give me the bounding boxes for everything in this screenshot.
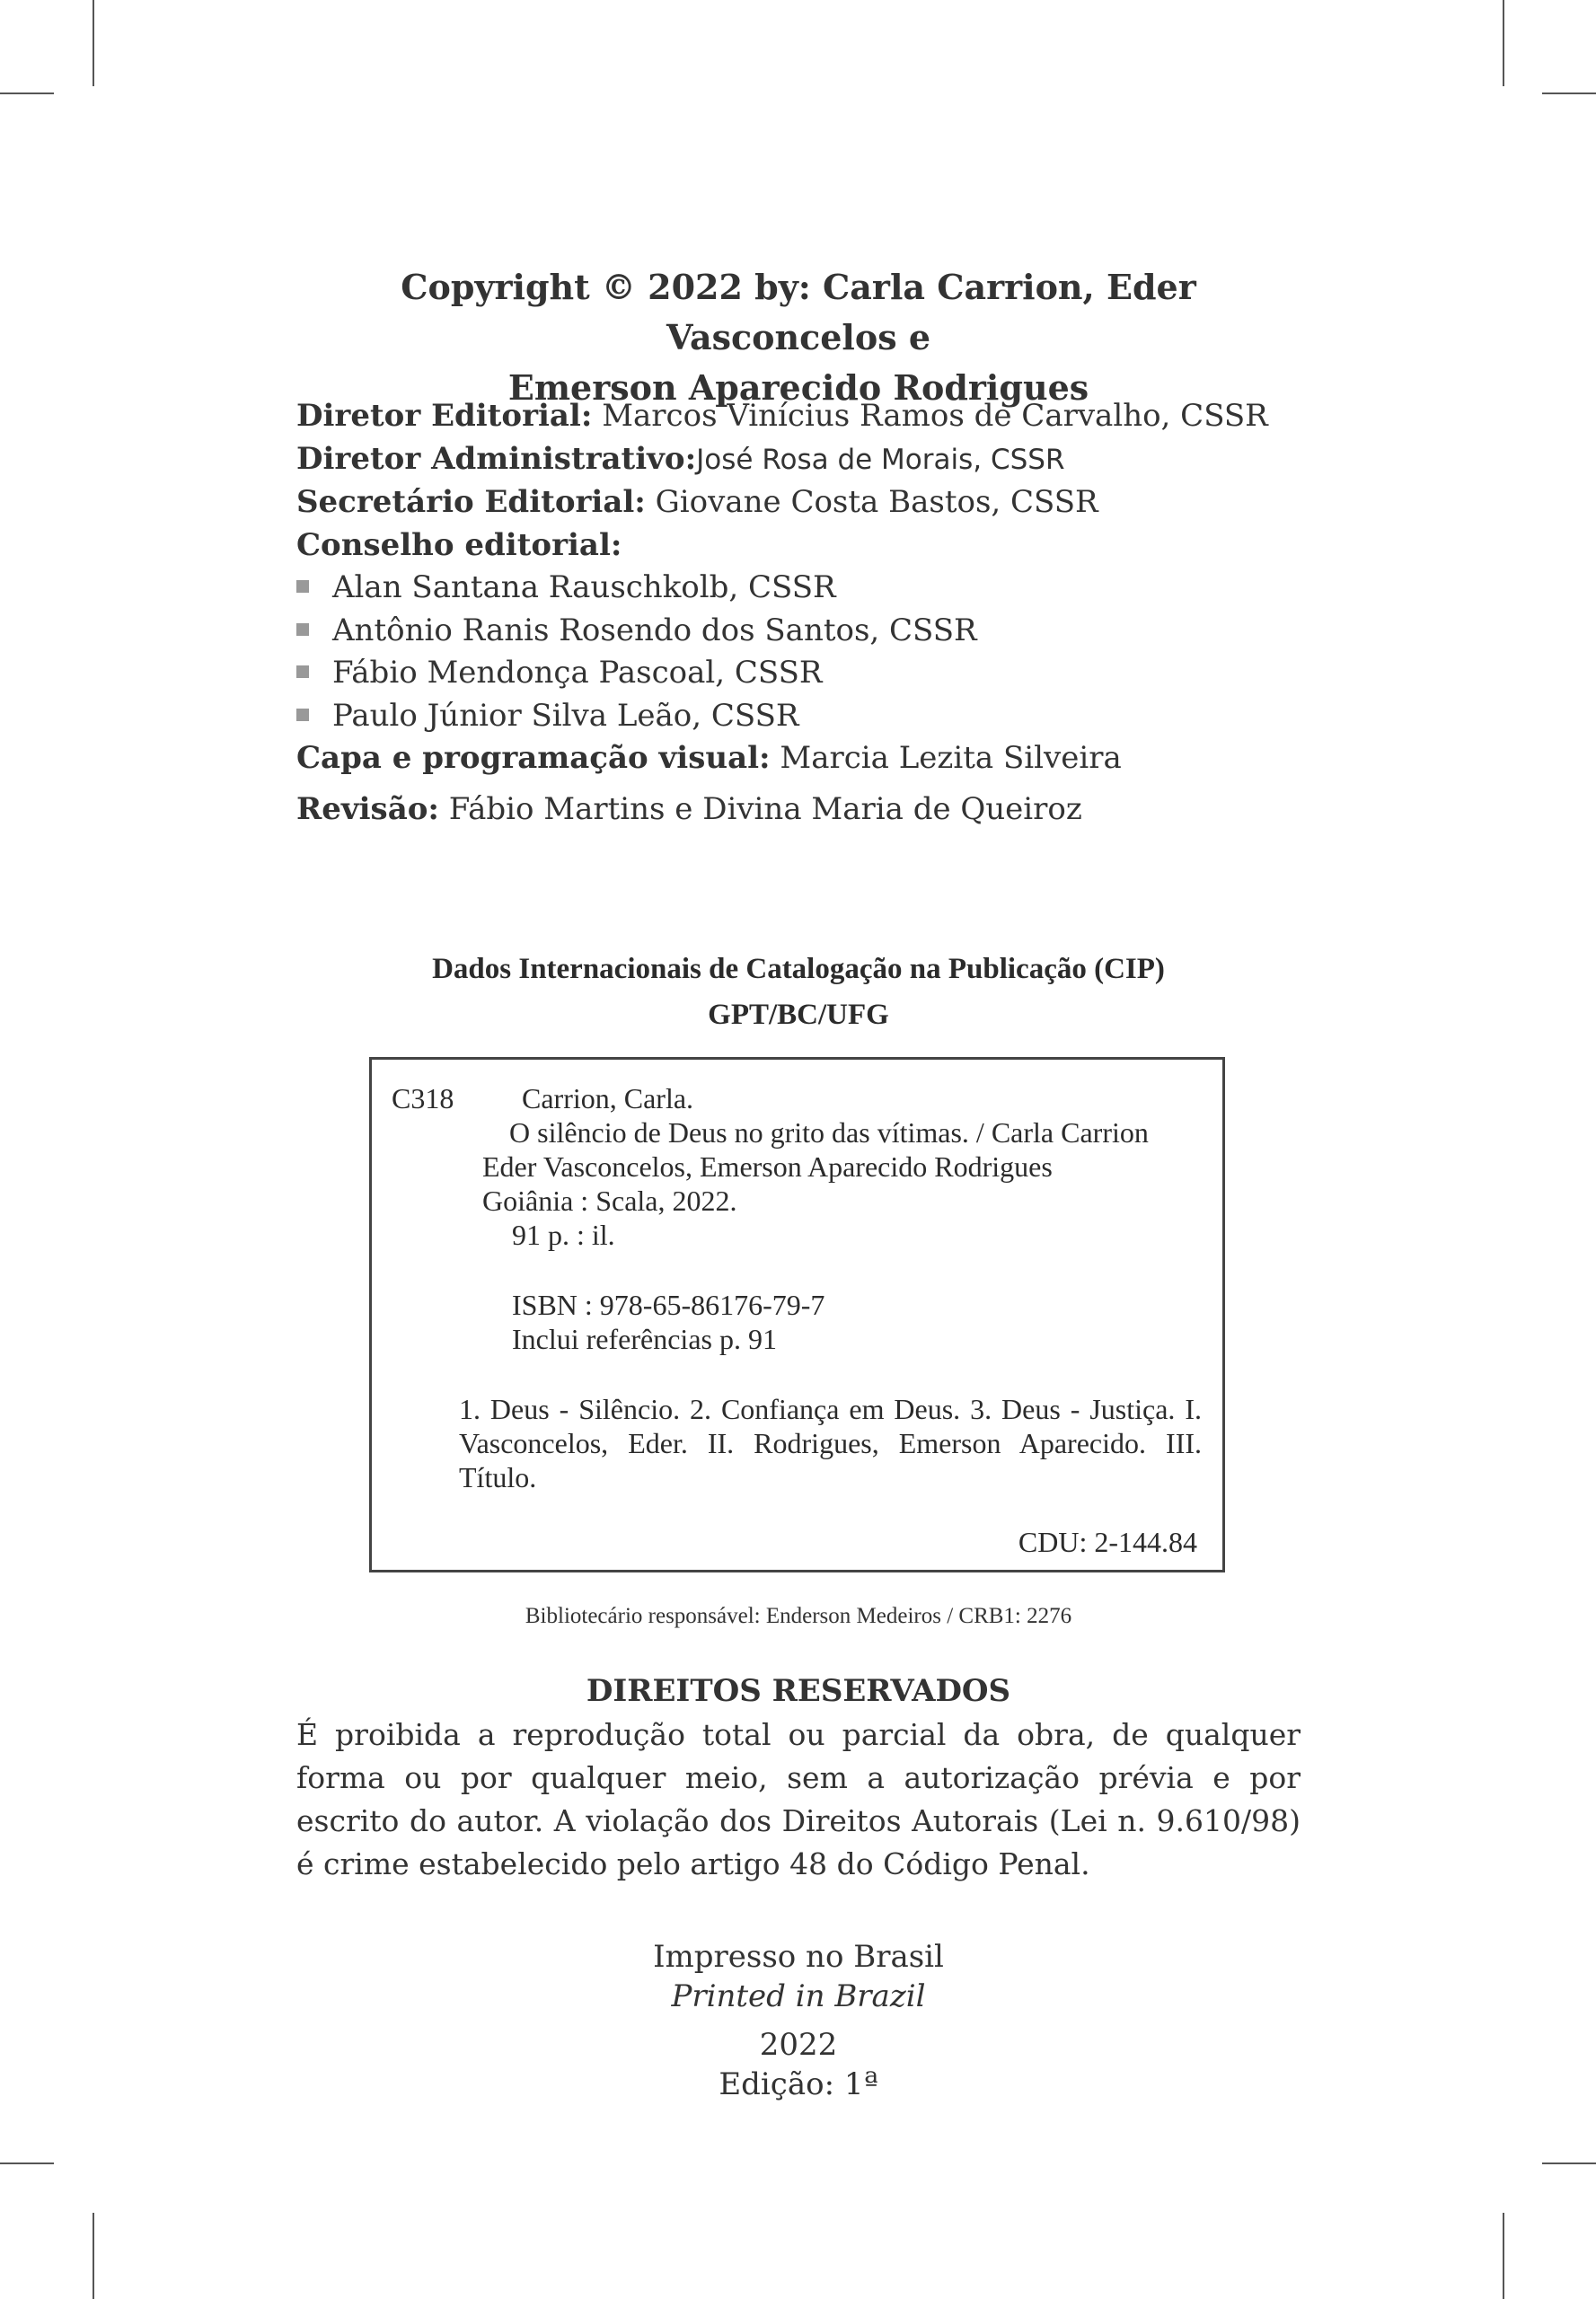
square-bullet-icon [296, 623, 309, 636]
cip-call-number: C318 [392, 1082, 454, 1114]
cip-pages: 91 p. : il. [512, 1219, 615, 1251]
credits-block [296, 395, 1329, 831]
credit-capa [296, 737, 1329, 780]
conselho-member [296, 610, 1329, 653]
cip-imprint: Goiânia : Scala, 2022. [482, 1185, 737, 1217]
credit-value: Marcos Vinícius Ramos de Carvalho, CSSR [602, 398, 1268, 434]
credit-secretario-editorial [296, 481, 1329, 524]
cip-authors: Eder Vasconcelos, Emerson Aparecido Rodrigues [482, 1150, 1053, 1183]
cip-title: O silêncio de Deus no grito das vítimas. / Carla Carrion [509, 1116, 1149, 1149]
crop-mark [0, 92, 54, 94]
credit-value: José Rosa de Morais, CSSR [696, 443, 1065, 476]
cip-heading-line-2: GPT/BC/UFG [708, 999, 889, 1031]
credit-label: Diretor Administrativo: [296, 440, 697, 477]
credit-label: Diretor Editorial: [296, 398, 593, 434]
credit-label: Revisão: [296, 790, 439, 827]
publication-year: 2022 [759, 2027, 838, 2063]
cip-catalog-card [369, 1057, 1225, 1572]
crop-mark [1542, 2162, 1596, 2164]
cip-references: Inclui referências p. 91 [512, 1323, 777, 1355]
cip-author: Carrion, Carla. [522, 1082, 694, 1114]
member-name: Fábio Mendonça Pascoal, CSSR [332, 655, 823, 691]
crop-mark [93, 2213, 94, 2299]
crop-mark [1503, 0, 1504, 86]
credit-diretor-editorial [296, 395, 1329, 438]
credit-label: Conselho editorial: [296, 526, 622, 563]
rights-title: DIREITOS RESERVADOS [586, 1673, 1011, 1709]
crop-mark [1503, 2213, 1504, 2299]
edition: Edição: 1ª [719, 2066, 878, 2102]
credit-value: Giovane Costa Bastos, CSSR [655, 484, 1098, 520]
member-name: Paulo Júnior Silva Leão, CSSR [332, 697, 799, 734]
crop-mark [93, 0, 94, 86]
copyright-notice [296, 262, 1301, 413]
printed-in-pt: Impresso no Brasil [653, 1939, 944, 1975]
cip-cdu: CDU: 2-144.84 [1018, 1526, 1197, 1558]
crop-mark [0, 2162, 54, 2164]
librarian-credit: Bibliotecário responsável: Enderson Medeiros / CRB1: 2276 [525, 1604, 1072, 1628]
member-name: Alan Santana Rauschkolb, CSSR [332, 569, 836, 605]
credit-label: Capa e programação visual: [296, 740, 771, 776]
crop-mark [1542, 92, 1596, 94]
credit-label: Secretário Editorial: [296, 484, 646, 520]
conselho-member [296, 695, 1329, 738]
credit-conselho-editorial [296, 524, 1329, 568]
square-bullet-icon [296, 580, 309, 593]
cip-heading-line-1: Dados Internacionais de Catalogação na Publicação (CIP) [432, 953, 1165, 985]
conselho-member [296, 567, 1329, 610]
credit-diretor-administrativo [296, 438, 1329, 482]
cip-isbn: ISBN : 978-65-86176-79-7 [512, 1289, 825, 1321]
copyright-line-2: Emerson Aparecido Rodrigues [507, 367, 1089, 408]
credit-value: Marcia Lezita Silveira [780, 740, 1122, 776]
cip-heading [296, 947, 1301, 1038]
square-bullet-icon [296, 665, 309, 678]
credit-revisao [296, 788, 1329, 832]
member-name: Antônio Ranis Rosendo dos Santos, CSSR [332, 612, 977, 648]
imprint-block [296, 1937, 1301, 2104]
rights-text: É proibida a reprodução total ou parcial da obra, de qualquer forma ou por qualquer meio, sem a autorização prévia e por escrito do autor. A violação dos Direitos Autorais (Lei n. 9.610/98) é crime estabelecido pelo artigo 48 do Código Penal. [296, 1717, 1301, 1881]
credit-value: Fábio Martins e Divina Maria de Queiroz [448, 790, 1082, 827]
copyright-line-1: Copyright © 2022 by: Carla Carrion, Eder Vasconcelos e [401, 267, 1196, 357]
printed-in-en: Printed in Brazil [671, 1978, 926, 2014]
square-bullet-icon [296, 709, 309, 721]
conselho-member [296, 652, 1329, 695]
cip-subjects: 1. Deus - Silêncio. 2. Confiança em Deus. 3. Deus - Justiça. I. Vasconcelos, Eder. II. Rodrigues, Emerson Aparecido. III. Título. [459, 1393, 1202, 1493]
